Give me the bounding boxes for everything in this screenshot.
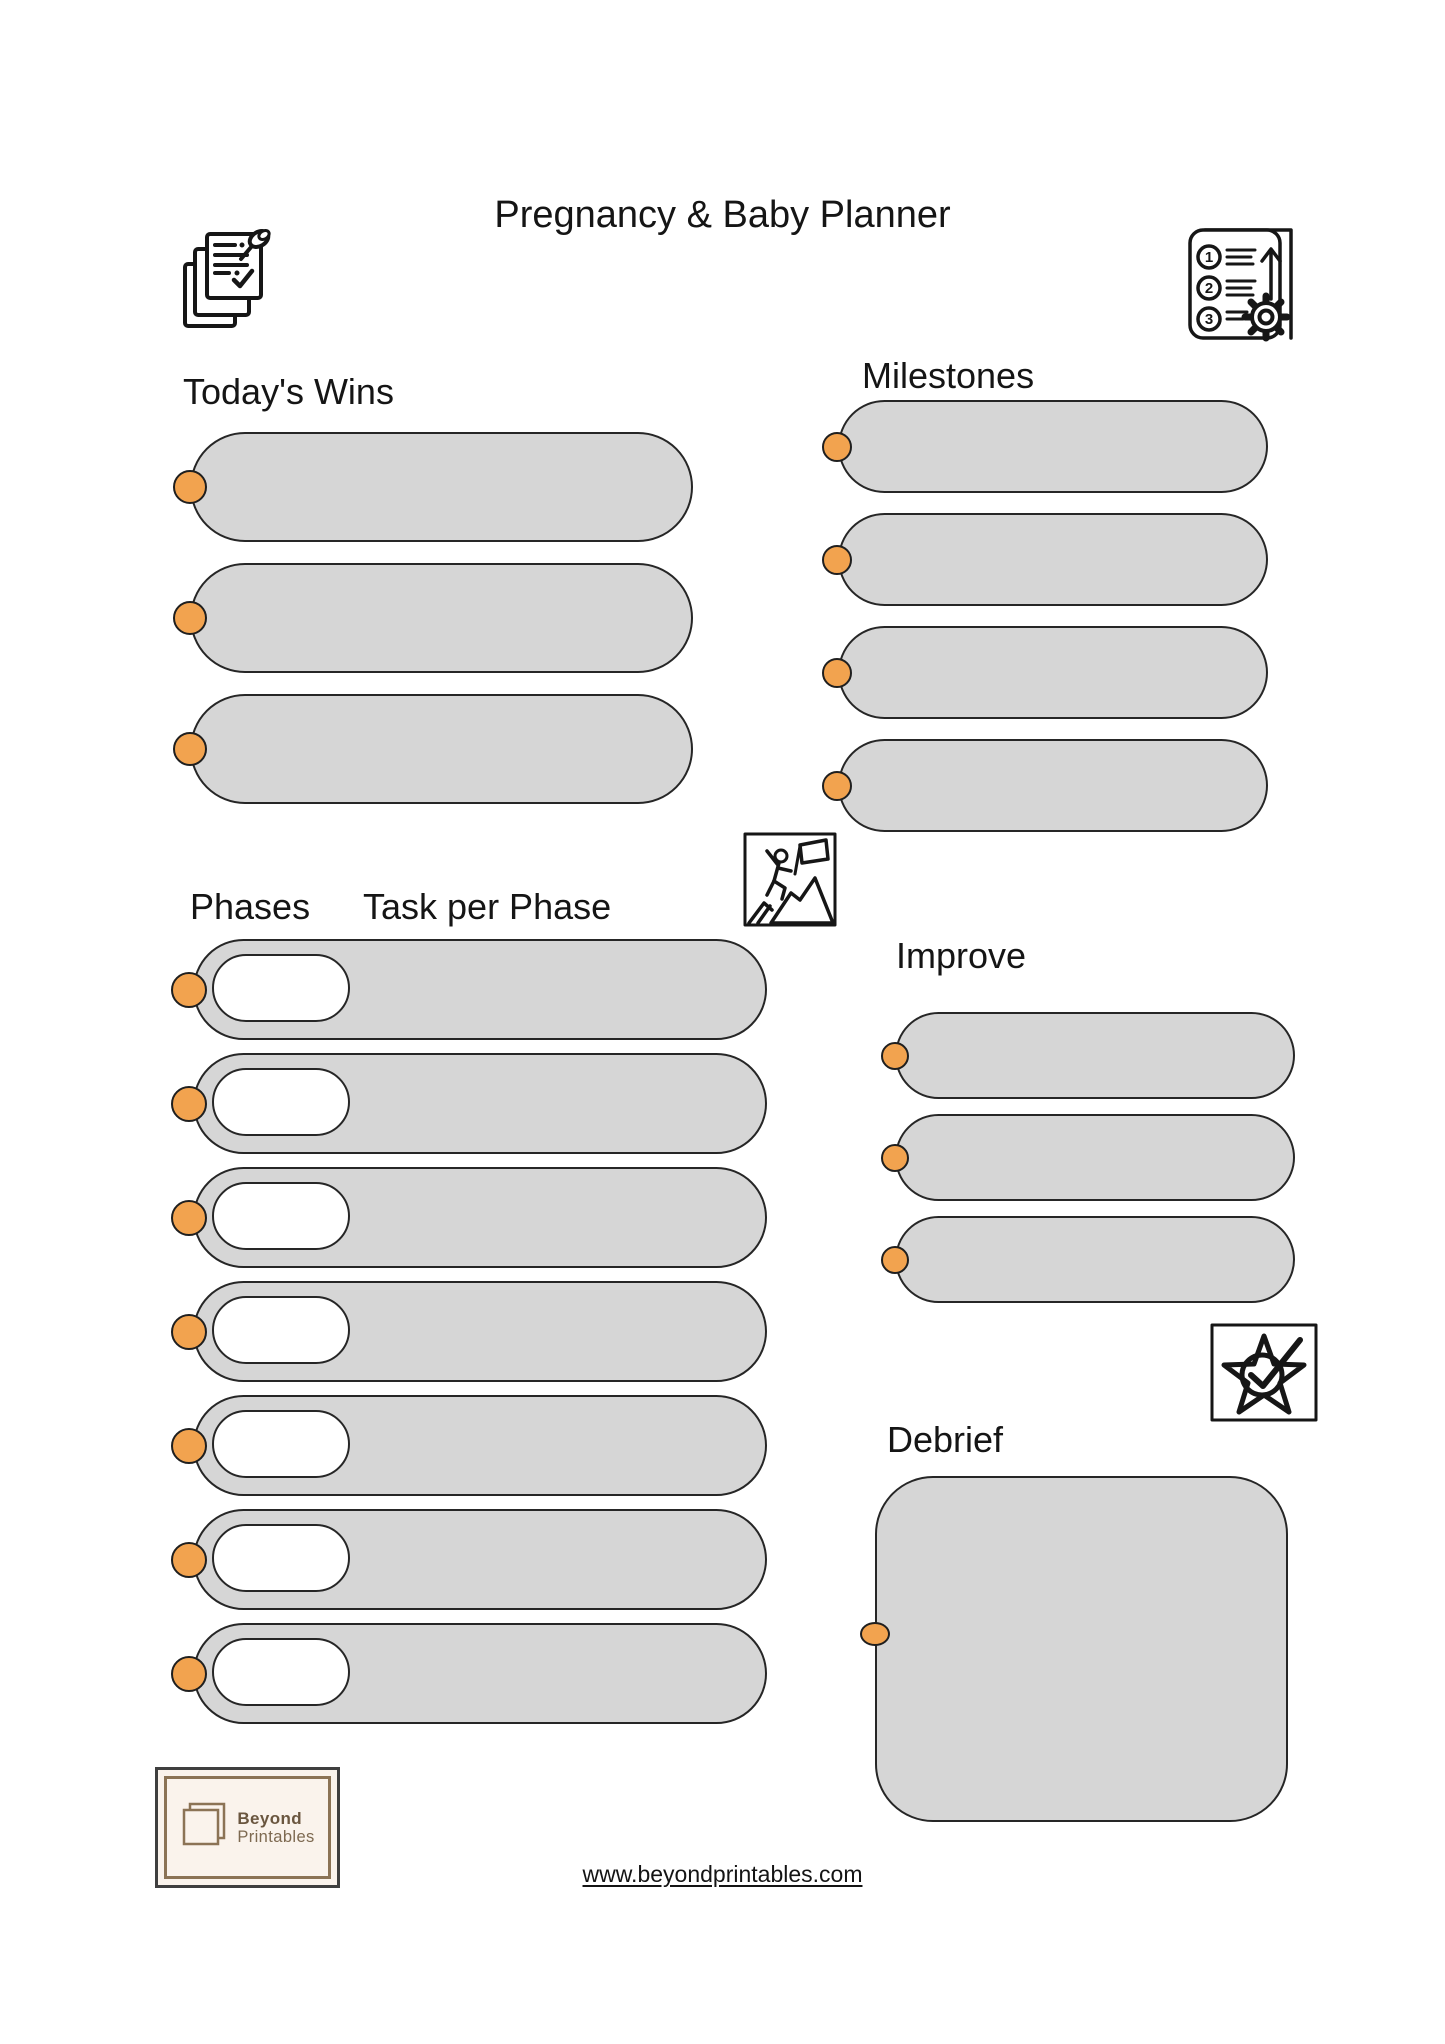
- bullet-dot: [822, 771, 852, 801]
- improve-heading: Improve: [896, 935, 1027, 976]
- phase-name-field[interactable]: [212, 1068, 350, 1136]
- numbered-list-gear-icon: [1187, 227, 1298, 347]
- bullet-dot: [171, 1542, 207, 1578]
- milestone-field[interactable]: [838, 626, 1268, 719]
- phase-task-field[interactable]: [193, 1281, 767, 1382]
- star-checkmark-icon: [1210, 1323, 1318, 1427]
- website-link[interactable]: www.beyondprintables.com: [582, 1861, 863, 1887]
- phase-name-field[interactable]: [212, 1524, 350, 1592]
- phase-name-field[interactable]: [212, 1182, 350, 1250]
- milestone-field[interactable]: [838, 400, 1268, 493]
- svg-text:2: 2: [1204, 280, 1214, 297]
- phase-name-field[interactable]: [212, 1296, 350, 1364]
- phases-heading: Phases: [190, 886, 311, 927]
- bullet-dot: [860, 1622, 890, 1646]
- mountain-climber-flag-icon: [743, 832, 837, 932]
- todays-wins-heading: Today's Wins: [183, 371, 394, 412]
- bullet-dot: [881, 1246, 909, 1274]
- bullet-dot: [171, 1656, 207, 1692]
- todays-wins-fields: [190, 432, 693, 804]
- improve-field[interactable]: [895, 1012, 1295, 1099]
- task-per-phase-heading: Task per Phase: [363, 886, 612, 927]
- phase-task-field[interactable]: [193, 1395, 767, 1496]
- improve-field[interactable]: [895, 1216, 1295, 1303]
- bullet-dot: [822, 545, 852, 575]
- bullet-dot: [171, 1200, 207, 1236]
- phase-task-field[interactable]: [193, 1509, 767, 1610]
- milestones-fields: [838, 400, 1268, 832]
- todays-wins-field[interactable]: [190, 432, 693, 542]
- phase-task-field[interactable]: [193, 1167, 767, 1268]
- bullet-dot: [173, 470, 207, 504]
- bullet-dot: [171, 1314, 207, 1350]
- bullet-dot: [881, 1042, 909, 1070]
- bullet-dot: [881, 1144, 909, 1172]
- bullet-dot: [822, 658, 852, 688]
- improve-fields: [895, 1012, 1295, 1303]
- phase-task-field[interactable]: [193, 939, 767, 1040]
- overlapping-squares-icon: [180, 1801, 228, 1854]
- todays-wins-field[interactable]: [190, 694, 693, 804]
- phases-fields: [193, 939, 767, 1724]
- debrief-field[interactable]: [875, 1476, 1288, 1822]
- svg-text:1: 1: [1204, 249, 1214, 266]
- bullet-dot: [173, 601, 207, 635]
- phase-task-field[interactable]: [193, 1053, 767, 1154]
- todays-wins-field[interactable]: [190, 563, 693, 673]
- notes-pushpin-icon: [182, 226, 277, 337]
- debrief-heading: Debrief: [887, 1419, 1004, 1460]
- logo-name-line1: Beyond: [237, 1808, 303, 1828]
- logo-name-line2: Printables: [237, 1827, 315, 1846]
- bullet-dot: [171, 1086, 207, 1122]
- bullet-dot: [171, 972, 207, 1008]
- phase-name-field[interactable]: [212, 1410, 350, 1478]
- svg-text:3: 3: [1204, 311, 1214, 328]
- milestones-heading: Milestones: [862, 355, 1035, 396]
- phase-name-field[interactable]: [212, 954, 350, 1022]
- bullet-dot: [822, 432, 852, 462]
- milestone-field[interactable]: [838, 513, 1268, 606]
- phase-task-field[interactable]: [193, 1623, 767, 1724]
- milestone-field[interactable]: [838, 739, 1268, 832]
- bullet-dot: [173, 732, 207, 766]
- bullet-dot: [171, 1428, 207, 1464]
- phase-name-field[interactable]: [212, 1638, 350, 1706]
- page-title: Pregnancy & Baby Planner: [494, 194, 951, 236]
- improve-field[interactable]: [895, 1114, 1295, 1201]
